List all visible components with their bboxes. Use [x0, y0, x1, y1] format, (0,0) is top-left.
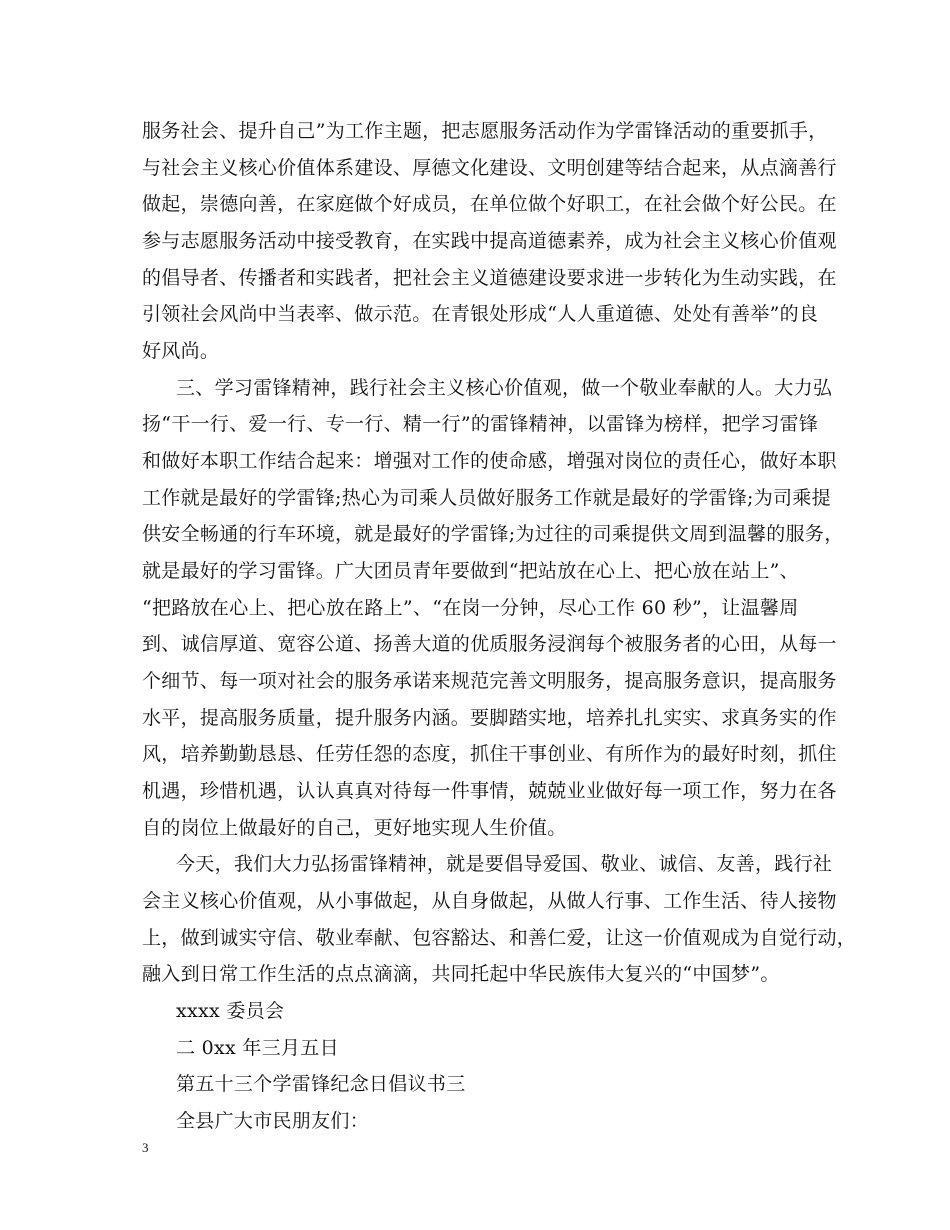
text-line: 自的岗位上做最好的自己，更好地实现人生价值。 — [142, 817, 567, 839]
signature-organization: xxxx 委员会 — [176, 1000, 285, 1022]
text-line: 参与志愿服务活动中接受教育，在实践中提高道德素养，成为社会主义核心价值观 — [142, 230, 837, 252]
text-line: 风，培养勤勤恳恳、任劳任怨的态度，抓住干事创业、有所作为的最好时刻，抓住 — [142, 743, 837, 765]
text-line: 个细节、每一项对社会的服务承诺来规范完善文明服务，提高服务意识，提高服务 — [142, 670, 837, 692]
text-line: 机遇，珍惜机遇，认认真真对待每一件事情，兢兢业业做好每一项工作，努力在各 — [142, 780, 837, 802]
text-line: “把路放在心上、把心放在路上”、“在岗一分钟，尽心工作 60 秒”，让温馨周 — [142, 597, 799, 619]
paragraph-start-line: 今天，我们大力弘扬雷锋精神，就是要倡导爱国、敬业、诚信、友善，践行社 — [176, 853, 833, 875]
text-line: 做起，崇德向善，在家庭做个好成员，在单位做个好职工，在社会做个好公民。在 — [142, 193, 837, 215]
salutation: 全县广大市民朋友们： — [176, 1110, 370, 1132]
paragraph-start-line: 三、学习雷锋精神，践行社会主义核心价值观，做一个敬业奉献的人。大力弘 — [176, 377, 833, 399]
text-line: 会主义核心价值观，从小事做起，从自身做起，从做人行事、工作生活、待人接物 — [142, 890, 837, 912]
section-title: 第五十三个学雷锋纪念日倡议书三 — [176, 1073, 466, 1095]
text-line: 供安全畅通的行车环境，就是最好的学雷锋;为过往的司乘提供文周到温馨的服务， — [142, 523, 844, 545]
text-line: 融入到日常工作生活的点点滴滴，共同托起中华民族伟大复兴的“中国梦”。 — [142, 963, 780, 985]
text-line: 到、诚信厚道、宽容公道、扬善大道的优质服务浸润每个被服务者的心田，从每一 — [142, 633, 837, 655]
text-line: 的倡导者、传播者和实践者，把社会主义道德建设要求进一步转化为生动实践，在 — [142, 267, 837, 289]
text-line: 扬“干一行、爱一行、专一行、精一行”的雷锋精神，以雷锋为榜样，把学习雷锋 — [142, 413, 819, 435]
signature-date: 二 0xx 年三月五日 — [176, 1037, 339, 1059]
text-line: 和做好本职工作结合起来：增强对工作的使命感，增强对岗位的责任心，做好本职 — [142, 450, 837, 472]
text-line: 水平，提高服务质量，提升服务内涵。要脚踏实地，培养扎扎实实、求真务实的作 — [142, 707, 837, 729]
text-line: 与社会主义核心价值体系建设、厚德文化建设、文明创建等结合起来，从点滴善行 — [142, 157, 837, 179]
text-line: 引领社会风尚中当表率、做示范。在青银处形成“人人重道德、处处有善举”的良 — [142, 303, 819, 325]
text-line: 上，做到诚实守信、敬业奉献、包容豁达、和善仁爱，让这一价值观成为自觉行动， — [142, 927, 857, 949]
text-line: 工作就是最好的学雷锋;热心为司乘人员做好服务工作就是最好的学雷锋;为司乘提 — [142, 487, 831, 509]
text-line: 服务社会、提升自己”为工作主题，把志愿服务活动作为学雷锋活动的重要抓手， — [142, 120, 828, 142]
text-line: 就是最好的学习雷锋。广大团员青年要做到“把站放在心上、把心放在站上”、 — [142, 560, 799, 582]
page-number: 3 — [142, 1140, 149, 1155]
text-line: 好风尚。 — [142, 340, 220, 362]
